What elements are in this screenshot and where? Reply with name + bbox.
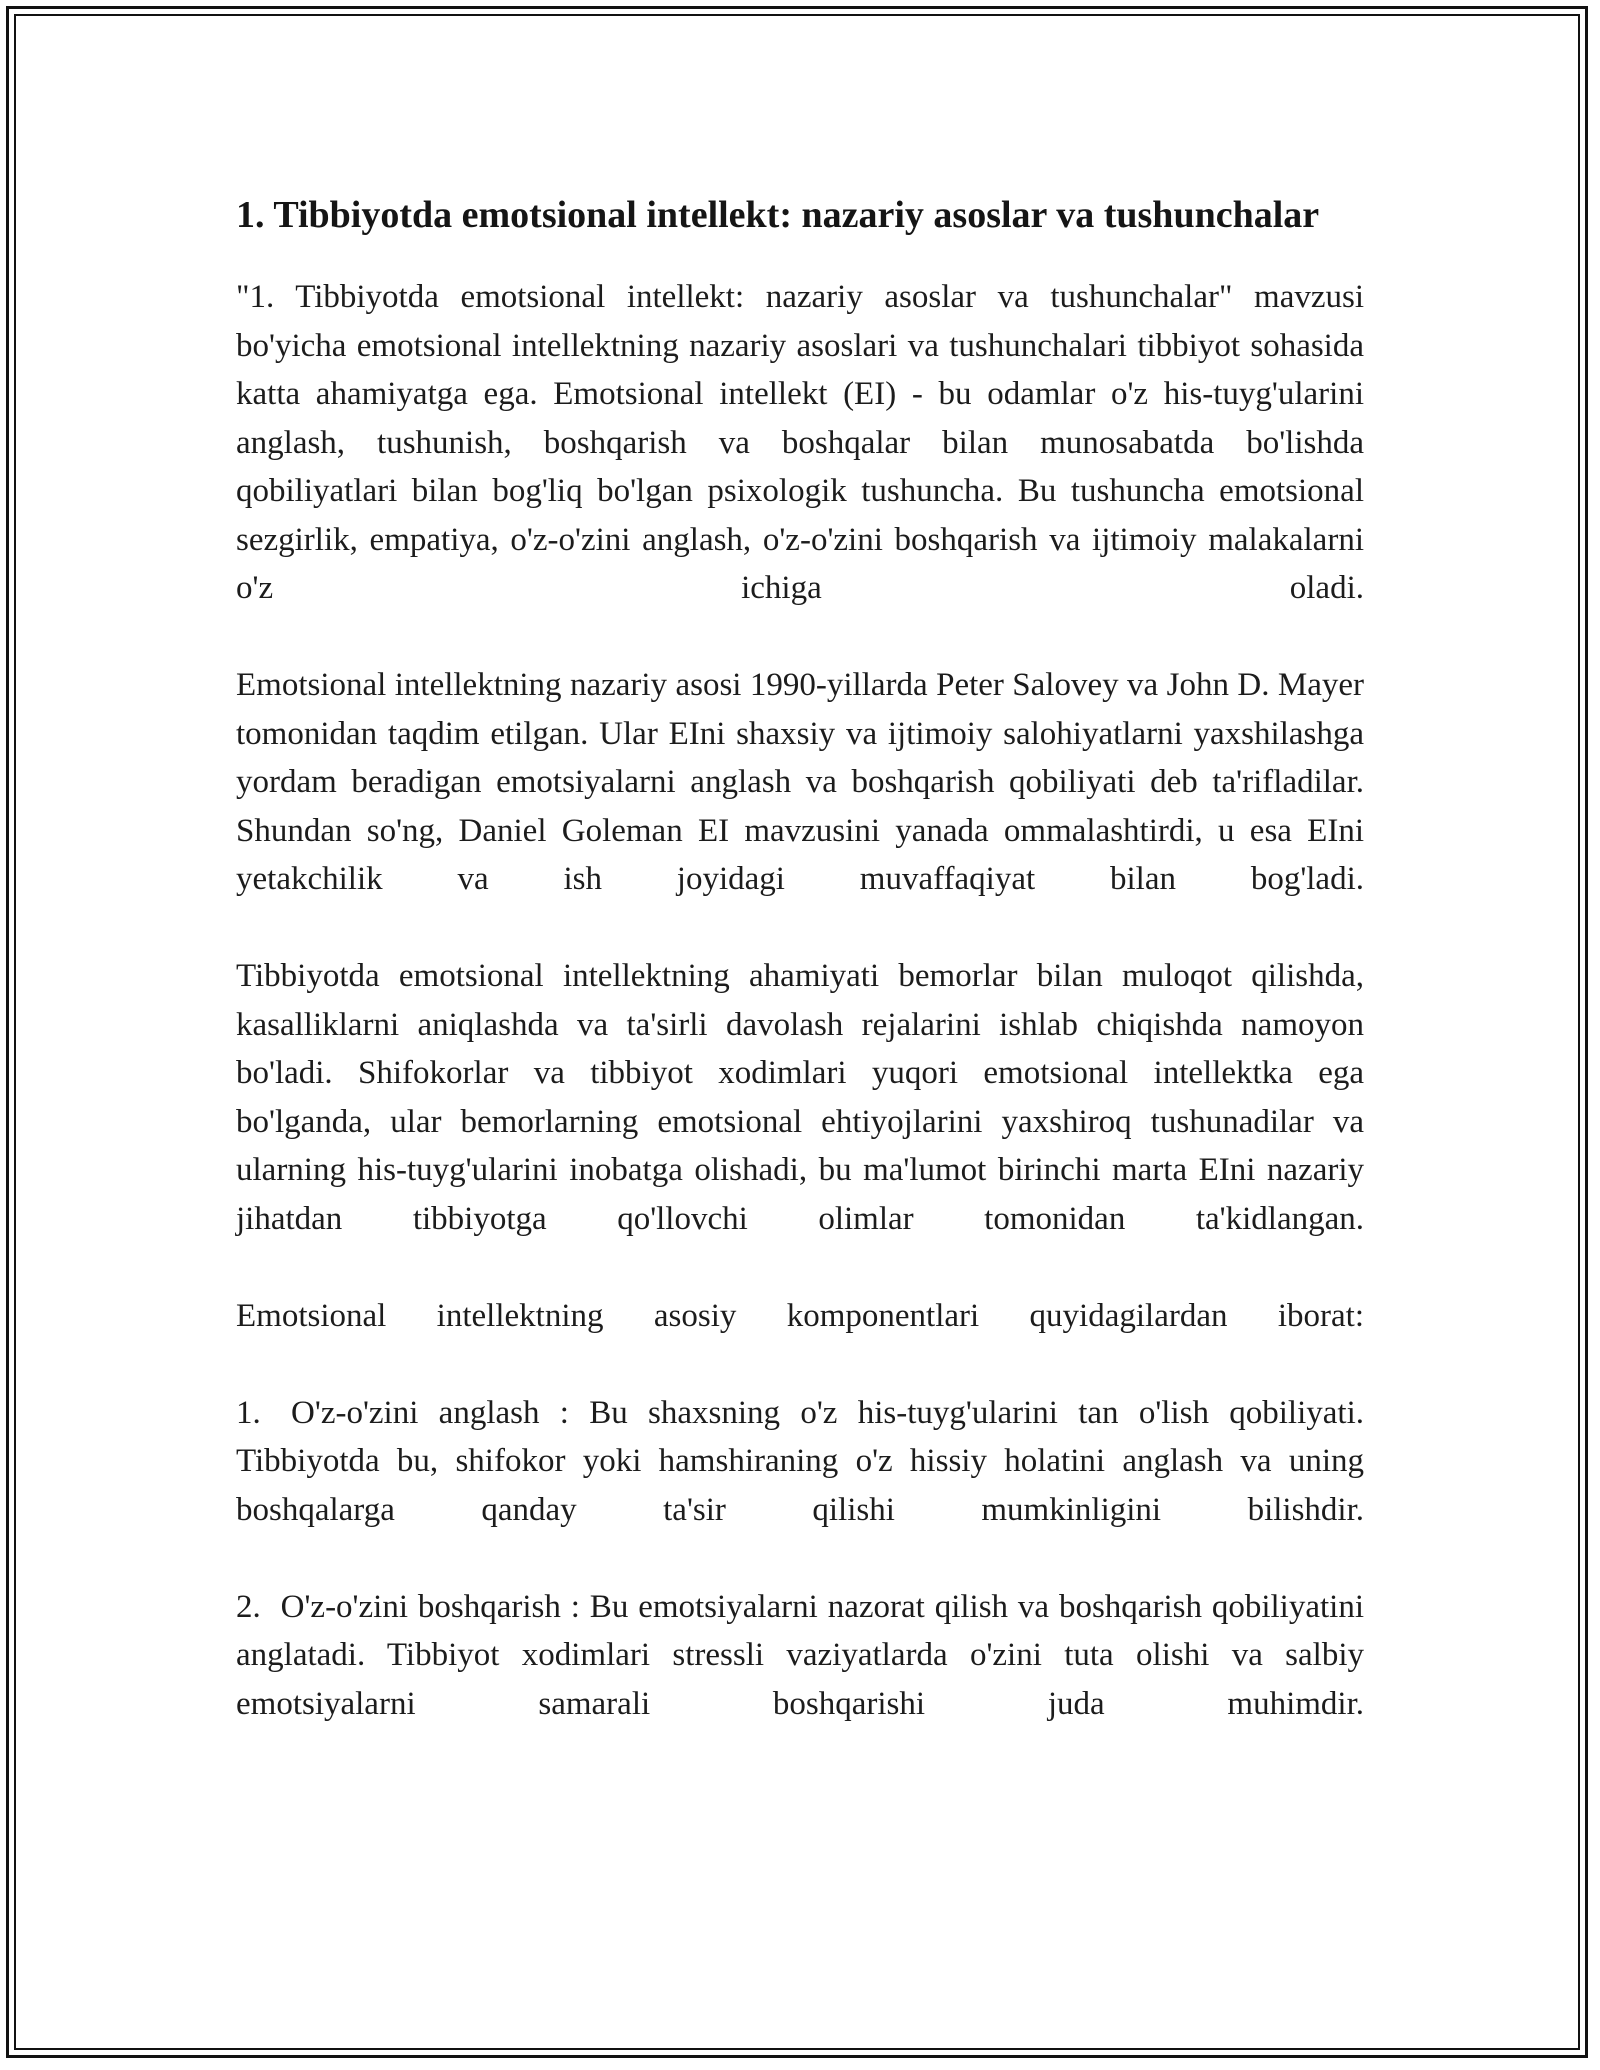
list-item-number: 1. <box>236 1394 261 1431</box>
paragraph-importance: Tibbiyotda emotsional intellektning ahamiyati bemorlar bilan muloqot qilishda, kasalliklarni aniqlashda va ta'sirli davolash rejalarini ishlab chiqishda namoyon bo'ladi. Shifokorlar va tibbiyot xodimlari yuqori emotsional intellektka ega bo'lganda, ular bemorlarning emotsional ehtiyojlarini yaxshiroq tushunadilar va ularning his-tuyg'ularini inobatga olishadi, bu ma'lumot birinchi marta EIni nazariy jihatdan tibbiyotga qo'llovchi olimlar tomonidan ta'kidlangan. <box>236 958 1364 1237</box>
paragraph-components-intro: Emotsional intellektning asosiy komponentlari quyidagilardan iborat: <box>236 1297 1364 1334</box>
list-item <box>236 1583 1364 1729</box>
list-item-number: 2. <box>236 1588 261 1625</box>
paragraph-gap <box>236 904 1364 953</box>
section-heading: 1. Tibbiyotda emotsional intellekt: nazariy asoslar va tushunchalar <box>236 194 1320 236</box>
paragraph-history: Emotsional intellektning nazariy asosi 1990-yillarda Peter Salovey va John D. Mayer tomonidan taqdim etilgan. Ular EIni shaxsiy va ijtimoiy salohiyatlarni yaxshilashga yordam beradigan emotsiyalarni anglash va boshqarish qobiliyati deb ta'rifladilar. Shundan so'ng, Daniel Goleman EI mavzusini yanada ommalashtirdi, u esa EIni yetakchilik va ish joyidagi muvaffaqiyat bilan bog'ladi. <box>236 667 1364 897</box>
paragraph-gap <box>236 1534 1364 1583</box>
document-page <box>236 188 1364 1728</box>
list-item-text: O'z-o'zini boshqarish : Bu emotsiyalarni nazorat qilish va boshqarish qobiliyatini anglatadi. Tibbiyot xodimlari stressli vaziyatlarda o'zini tuta olishi va salbiy emotsiyalarni samarali boshqarishi juda muhimdir. <box>236 1588 1364 1722</box>
paragraph-gap <box>236 1243 1364 1292</box>
list-item <box>236 1389 1364 1535</box>
list-item-text: O'z-o'zini anglash : Bu shaxsning o'z his-tuyg'ularini tan o'lish qobiliyati. Tibbiyotda bu, shifokor yoki hamshiraning o'z hissiy holatini anglash va uning boshqalarga qanday ta'sir qilishi mumkinligini bilishdir. <box>236 1394 1365 1528</box>
paragraph-intro: "1. Tibbiyotda emotsional intellekt: nazariy asoslar va tushunchalar" mavzusi bo'yicha emotsional intellektning nazariy asoslari va tushunchalari tibbiyot sohasida katta ahamiyatga ega. Emotsional intellekt (EI) - bu odamlar o'z his-tuyg'ularini anglash, tushunish, boshqarish va boshqalar bilan munosabatda bo'lishda qobiliyatlari bilan bog'liq bo'lgan psixologik tushuncha. Bu tushuncha emotsional sezgirlik, empatiya, o'z-o'zini anglash, o'z-o'zini boshqarish va ijtimoiy malakalarni o'z ichiga oladi. <box>236 279 1364 606</box>
paragraph-gap <box>236 1340 1364 1389</box>
paragraph-gap <box>236 613 1364 662</box>
